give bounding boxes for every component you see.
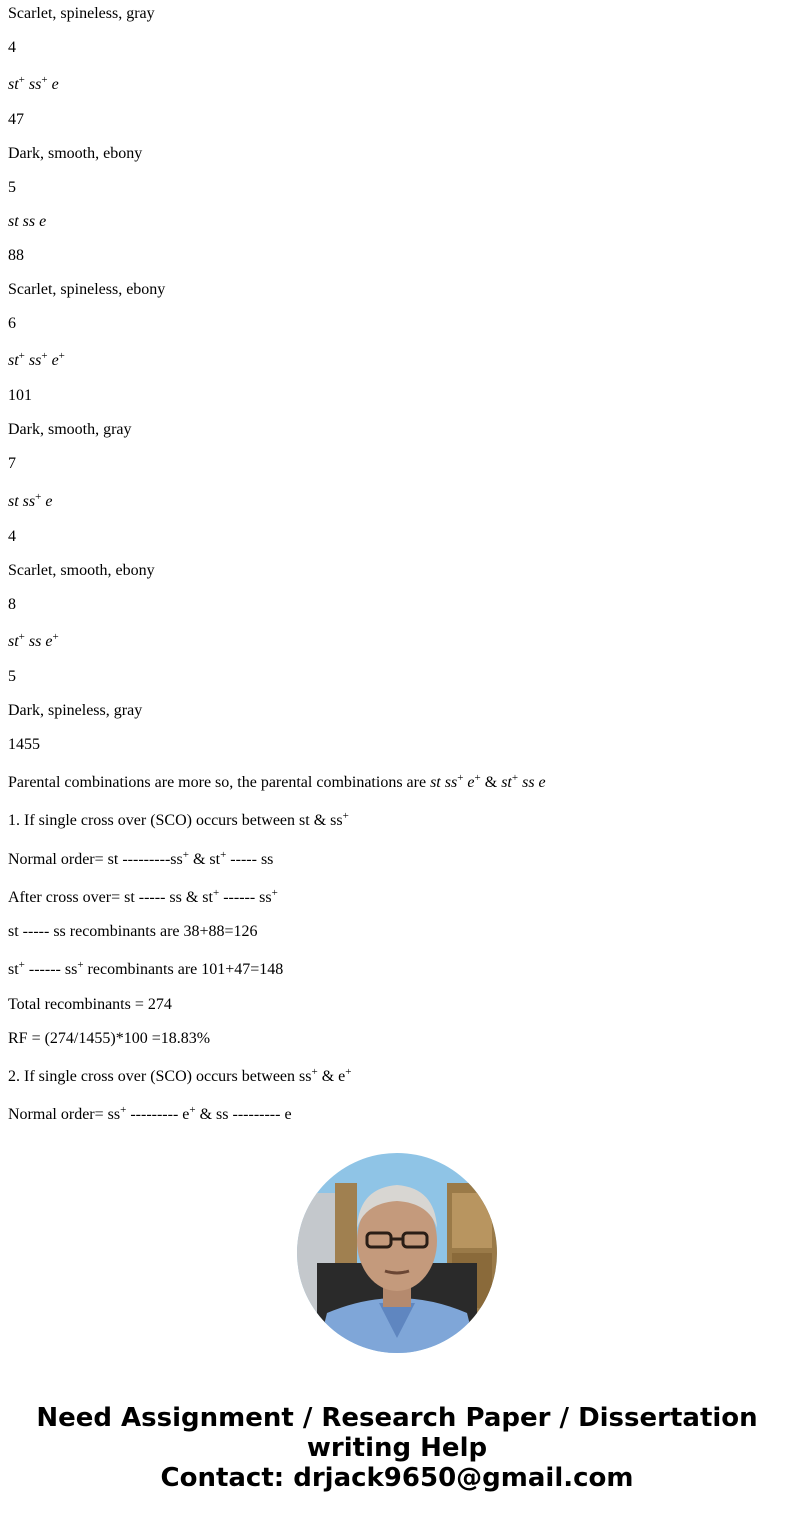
- sco1-after-crossover: After cross over= st ----- ss & st+ ------ ss+: [8, 887, 278, 906]
- parental-combinations-text: Parental combinations are more so, the parental combinations are st ss+ e+ & st+ ss e: [8, 772, 546, 791]
- genotype-text: st+ ss+ e+: [8, 350, 65, 369]
- phenotype-text: Dark, smooth, gray: [8, 421, 132, 438]
- phenotype-text: Scarlet, spineless, ebony: [8, 281, 166, 298]
- count-value: 47: [8, 111, 24, 128]
- phenotype-text: Scarlet, smooth, ebony: [8, 562, 155, 579]
- count-value: 101: [8, 387, 32, 404]
- author-photo-icon: [297, 1153, 497, 1353]
- phenotype-text: Dark, smooth, ebony: [8, 145, 143, 162]
- sco2-normal-order: Normal order= ss+ --------- e+ & ss --------- e: [8, 1104, 292, 1123]
- sco2-heading: 2. If single cross over (SCO) occurs between ss+ & e+: [8, 1066, 352, 1085]
- phenotype-text: Dark, spineless, gray: [8, 702, 143, 719]
- sco1-normal-order: Normal order= st ---------ss+ & st+ ----- ss: [8, 849, 274, 868]
- total-count: 1455: [8, 736, 40, 753]
- class-number: 5: [8, 179, 16, 196]
- sco1-recombination-frequency: RF = (274/1455)*100 =18.83%: [8, 1030, 211, 1047]
- count-value: 4: [8, 528, 16, 545]
- help-banner: [0, 1403, 794, 1493]
- class-number: 6: [8, 315, 16, 332]
- genotype-text: st+ ss+ e: [8, 74, 59, 93]
- author-avatar: [297, 1153, 497, 1353]
- phenotype-text: Scarlet, spineless, gray: [8, 5, 155, 22]
- genotype-text: st ss+ e: [8, 491, 53, 510]
- genotype-text: st+ ss e+: [8, 631, 59, 650]
- cta-line-1: Need Assignment / Research Paper / Dissertation: [36, 1403, 758, 1433]
- class-number: 8: [8, 596, 16, 613]
- genotype-text: st ss e: [8, 213, 47, 230]
- sco1-recombinants-2: st+ ------ ss+ recombinants are 101+47=148: [8, 959, 284, 978]
- sco1-recombinants-1: st ----- ss recombinants are 38+88=126: [8, 923, 258, 940]
- sco1-total-recombinants: Total recombinants = 274: [8, 996, 172, 1013]
- class-number: 4: [8, 39, 16, 56]
- cta-line-2: writing Help: [306, 1433, 488, 1463]
- count-value: 5: [8, 668, 16, 685]
- sco1-heading: 1. If single cross over (SCO) occurs between st & ss+: [8, 810, 349, 829]
- count-value: 88: [8, 247, 24, 264]
- contact-email: Contact: drjack9650@gmail.com: [160, 1463, 634, 1493]
- class-number: 7: [8, 455, 16, 472]
